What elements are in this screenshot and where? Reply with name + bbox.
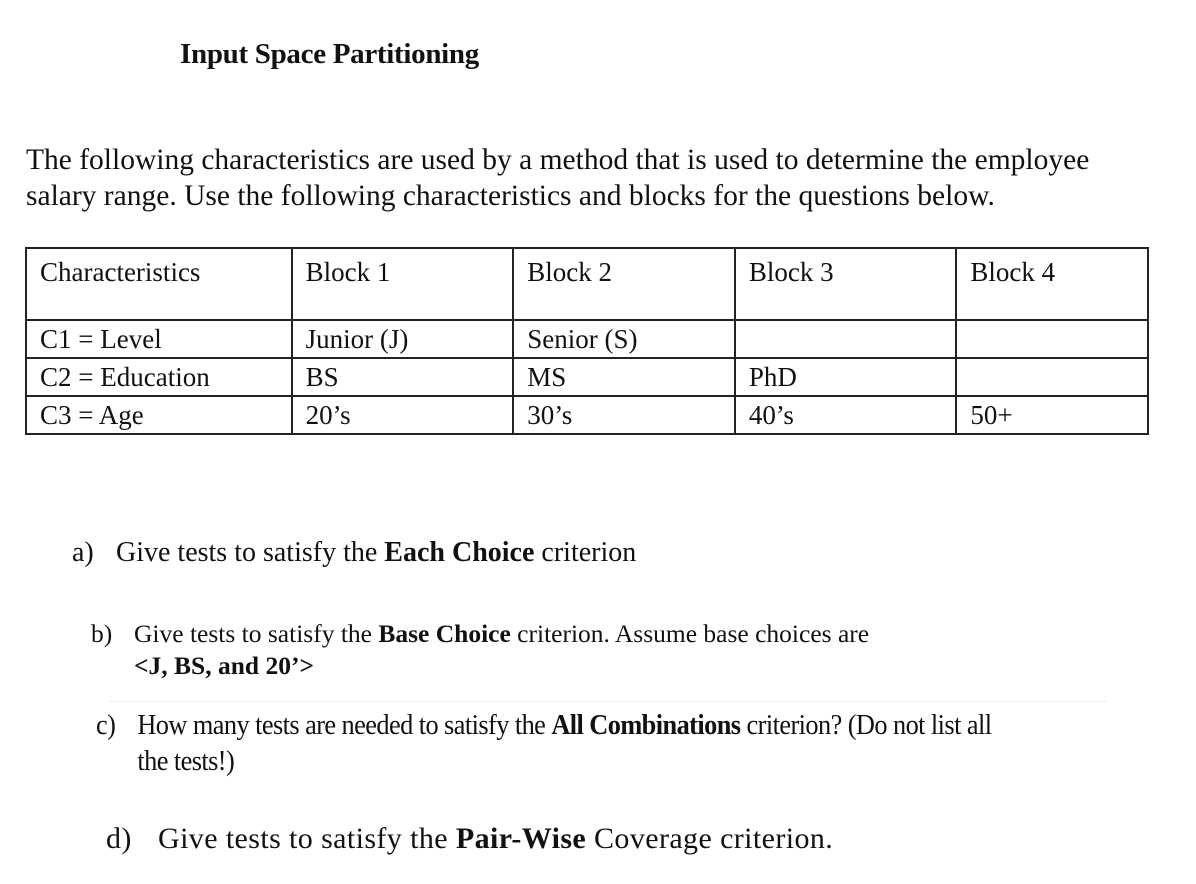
page-title: Input Space Partitioning [180, 38, 479, 70]
table-cell: C2 = Education [26, 358, 292, 396]
table-cell: C3 = Age [26, 396, 292, 434]
intro-line-1: The following characteristics are used by a method that is used to determine the employee [26, 144, 1090, 176]
question-text: Give tests to satisfy the [116, 537, 385, 568]
table-cell: BS [292, 358, 514, 396]
question-marker: d) [106, 822, 132, 855]
table-row [26, 320, 1148, 358]
question-text: criterion? (Do not list all [740, 710, 992, 741]
intro-line-2: salary range. Use the following characteristics and blocks for the questions below. [26, 180, 995, 212]
question-text: Give tests to satisfy the [134, 619, 379, 648]
characteristics-table [25, 247, 1149, 435]
question-text: Coverage criterion. [586, 822, 834, 855]
question-text-continued: the tests!) [137, 746, 235, 777]
table-row [26, 358, 1148, 396]
table-cell [735, 320, 957, 358]
table-header-row [26, 248, 1148, 320]
question-marker: c) [96, 710, 116, 741]
table-cell: 30’s [513, 396, 735, 434]
intro-paragraph [26, 142, 1136, 214]
question-text: Give tests to satisfy the [158, 822, 456, 855]
question-marker: a) [72, 537, 94, 568]
question-criterion: Each Choice [384, 537, 535, 568]
question-marker: b) [91, 619, 113, 648]
question-b [91, 618, 869, 682]
column-header-block-4: Block 4 [956, 248, 1148, 320]
table-cell: PhD [735, 358, 957, 396]
question-text: criterion [534, 537, 637, 568]
question-criterion: All Combinations [551, 710, 741, 741]
table-cell [956, 358, 1148, 396]
question-d [106, 820, 833, 858]
base-choices: <J, BS, and 20’> [134, 651, 314, 680]
column-header-block-3: Block 3 [735, 248, 957, 320]
column-header-characteristics: Characteristics [26, 248, 292, 320]
column-header-block-2: Block 2 [513, 248, 735, 320]
divider [108, 701, 1108, 702]
table-cell: 20’s [292, 396, 514, 434]
table-cell: C1 = Level [26, 320, 292, 358]
table-cell: MS [513, 358, 735, 396]
table-cell: Junior (J) [292, 320, 514, 358]
question-a [72, 536, 636, 570]
question-criterion: Pair-Wise [455, 822, 587, 855]
column-header-block-1: Block 1 [292, 248, 514, 320]
table-cell: 50+ [956, 396, 1148, 434]
question-criterion: Base Choice [378, 619, 511, 648]
table-cell [956, 320, 1148, 358]
table-cell: Senior (S) [513, 320, 735, 358]
table-row [26, 396, 1148, 434]
question-text: criterion. Assume base choices are [510, 619, 870, 648]
table-cell: 40’s [735, 396, 957, 434]
question-text: How many tests are needed to satisfy the [137, 710, 552, 741]
question-c [96, 708, 991, 780]
